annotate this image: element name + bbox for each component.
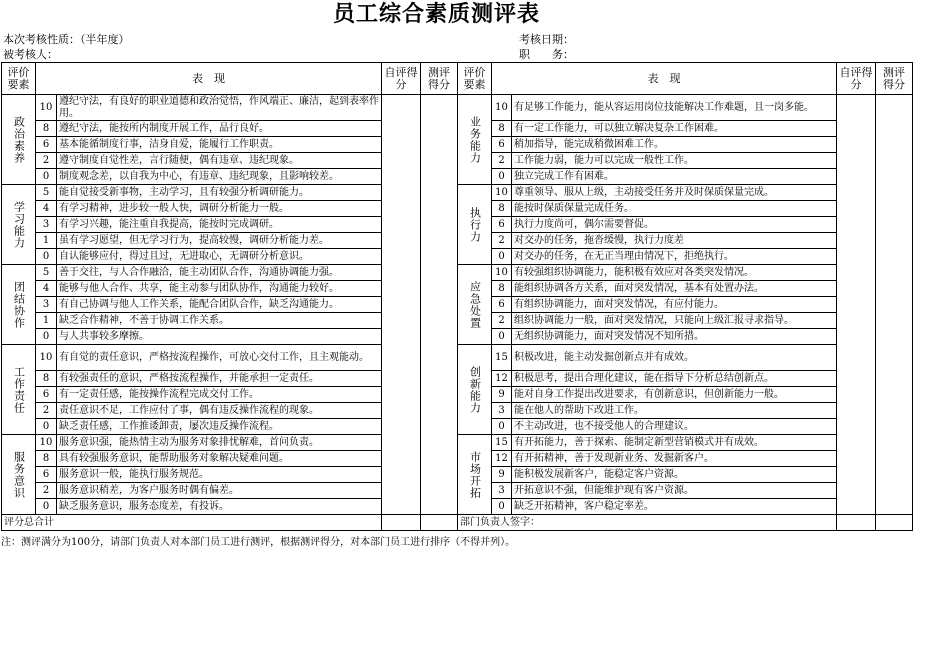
score-value-right: 9: [492, 387, 512, 403]
performance-desc-right: 能组织协调各方关系，面对突发情况，基本有处置办法。: [512, 281, 837, 297]
score-value-left: 0: [36, 329, 57, 345]
table-row: [2, 435, 913, 451]
score-value-left: 8: [36, 451, 57, 467]
col-self-score-left: 自评得分: [382, 63, 421, 95]
performance-desc-right: 能在他人的帮助下改进工作。: [512, 403, 837, 419]
performance-desc-left: 缺乏责任感，工作推诿卸责，屡次违反操作流程。: [57, 419, 382, 435]
col-category-right: 评价要素: [458, 63, 492, 95]
score-value-left: 10: [36, 435, 57, 451]
score-value-right: 10: [492, 95, 512, 121]
performance-desc-left: 有自觉的责任意识，严格按流程操作，可放心交付工作，且主观能动。: [57, 345, 382, 371]
category-cell-left: 团结协作: [2, 265, 36, 345]
score-value-right: 0: [492, 169, 512, 185]
score-value-left: 4: [36, 201, 57, 217]
signature-self-input[interactable]: [837, 515, 876, 531]
score-value-right: 3: [492, 483, 512, 499]
score-value-left: 8: [36, 371, 57, 387]
score-value-left: 5: [36, 185, 57, 201]
performance-desc-right: 稍加指导，能完成稍微困难工作。: [512, 137, 837, 153]
performance-desc-left: 有学习兴趣，能注重自我提高，能按时完成调研。: [57, 217, 382, 233]
score-value-right: 6: [492, 217, 512, 233]
table-header-row: [2, 63, 913, 95]
signature-test-input[interactable]: [876, 515, 913, 531]
performance-desc-right: 积极思考，提出合理化建议，能在指导下分析总结创新点。: [512, 371, 837, 387]
category-cell-right: 执行力: [458, 185, 492, 265]
score-value-right: 8: [492, 121, 512, 137]
performance-desc-left: 缺乏合作精神，不善于协调工作关系。: [57, 313, 382, 329]
performance-desc-left: 具有较强服务意识，能帮助服务对象解决疑难问题。: [57, 451, 382, 467]
table-row: [2, 265, 913, 281]
score-value-left: 3: [36, 217, 57, 233]
performance-desc-left: 与人共事较多摩擦。: [57, 329, 382, 345]
performance-desc-right: 对交办的任务，拖沓缓慢，执行力度差: [512, 233, 837, 249]
footnote: 注：测评满分为100分，请部门负责人对本部门员工进行测评，根据测评得分，对本部门员工进行排序（不得并列）。: [1, 537, 516, 548]
score-value-right: 0: [492, 499, 512, 515]
evaluation-date-label: 考核日期：: [519, 33, 574, 46]
score-value-left: 6: [36, 467, 57, 483]
category-cell-left: 服务意识: [2, 435, 36, 515]
score-value-right: 8: [492, 201, 512, 217]
col-performance-right: 表 现: [492, 63, 837, 95]
performance-desc-left: 制度观念差，以自我为中心，有违章、违纪现象，且影响较差。: [57, 169, 382, 185]
performance-desc-right: 有一定工作能力，可以独立解决复杂工作困难。: [512, 121, 837, 137]
score-value-right: 2: [492, 233, 512, 249]
performance-desc-left: 责任意识不足，工作应付了事，偶有违反操作流程的现象。: [57, 403, 382, 419]
performance-desc-left: 遵纪守法，能按所内制度开展工作，品行良好。: [57, 121, 382, 137]
total-score-label: 评分总合计: [2, 515, 382, 531]
score-value-right: 8: [492, 281, 512, 297]
performance-desc-left: 遵守制度自觉性差，言行随便，偶有违章、违纪现象。: [57, 153, 382, 169]
category-cell-right: 市场开拓: [458, 435, 492, 515]
score-value-left: 8: [36, 121, 57, 137]
performance-desc-right: 不主动改进，也不接受他人的合理建议。: [512, 419, 837, 435]
performance-desc-left: 缺乏服务意识，服务态度差，有投诉。: [57, 499, 382, 515]
performance-desc-left: 有一定责任感，能按操作流程完成交付工作。: [57, 387, 382, 403]
performance-desc-right: 尊重领导、服从上级，主动接受任务并及时保质保量完成。: [512, 185, 837, 201]
performance-desc-right: 执行力度尚可，偶尔需要督促。: [512, 217, 837, 233]
score-value-right: 3: [492, 403, 512, 419]
test-score-input-right[interactable]: [876, 95, 913, 515]
score-value-left: 2: [36, 403, 57, 419]
score-value-left: 4: [36, 281, 57, 297]
col-category-left: 评价要素: [2, 63, 36, 95]
score-value-left: 0: [36, 419, 57, 435]
score-value-right: 2: [492, 153, 512, 169]
performance-desc-right: 对交办的任务，在无正当理由情况下，拒绝执行。: [512, 249, 837, 265]
self-score-input-left[interactable]: [382, 95, 421, 515]
performance-desc-left: 有较强责任的意识，严格按流程操作，并能承担一定责任。: [57, 371, 382, 387]
performance-desc-right: 无组织协调能力，面对突发情况不知所措。: [512, 329, 837, 345]
score-value-right: 0: [492, 419, 512, 435]
table-row: [2, 95, 913, 121]
col-self-score-right: 自评得分: [837, 63, 876, 95]
score-value-left: 2: [36, 483, 57, 499]
category-cell-left: 学习能力: [2, 185, 36, 265]
score-value-right: 6: [492, 297, 512, 313]
performance-desc-right: 能对自身工作提出改进要求，有创新意识，但创新能力一般。: [512, 387, 837, 403]
score-value-left: 5: [36, 265, 57, 281]
performance-desc-right: 能积极发展新客户，能稳定客户资源。: [512, 467, 837, 483]
total-self-score-input[interactable]: [382, 515, 421, 531]
table-row: [2, 185, 913, 201]
position-label: 职 务：: [519, 48, 574, 61]
evaluation-table: [1, 62, 913, 531]
score-value-left: 6: [36, 137, 57, 153]
evaluation-type-label: 本次考核性质：（半年度）: [3, 33, 130, 46]
performance-desc-left: 能自觉接受新事物，主动学习，且有较强分析调研能力。: [57, 185, 382, 201]
performance-desc-left: 有自己协调与他人工作关系，能配合团队合作，缺乏沟通能力。: [57, 297, 382, 313]
category-cell-left: 政治素养: [2, 95, 36, 185]
performance-desc-right: 有开拓精神，善于发现新业务、发掘新客户。: [512, 451, 837, 467]
score-value-left: 0: [36, 169, 57, 185]
score-value-right: 2: [492, 313, 512, 329]
category-cell-right: 创新能力: [458, 345, 492, 435]
performance-desc-left: 遵纪守法，有良好的职业道德和政治觉悟，作风端正、廉洁，起到表率作用。: [57, 95, 382, 121]
performance-desc-right: 有足够工作能力，能从容运用岗位技能解决工作难题，且一岗多能。: [512, 95, 837, 121]
score-value-right: 6: [492, 137, 512, 153]
score-value-right: 0: [492, 249, 512, 265]
performance-desc-right: 开拓意识不强，但能维护现有客户资源。: [512, 483, 837, 499]
category-cell-left: 工作责任: [2, 345, 36, 435]
score-value-left: 6: [36, 387, 57, 403]
score-value-right: 10: [492, 265, 512, 281]
score-value-left: 0: [36, 499, 57, 515]
score-value-left: 10: [36, 345, 57, 371]
score-value-right: 9: [492, 467, 512, 483]
score-value-right: 15: [492, 435, 512, 451]
test-score-input-left[interactable]: [421, 95, 458, 515]
score-value-right: 12: [492, 451, 512, 467]
score-value-left: 10: [36, 95, 57, 121]
evaluated-person-label: 被考核人：: [3, 48, 58, 61]
performance-desc-left: 基本能循制度行事，洁身自爱，能履行工作职责。: [57, 137, 382, 153]
score-value-left: 2: [36, 153, 57, 169]
self-score-input-right[interactable]: [837, 95, 876, 515]
performance-desc-left: 服务意识稍差，为客户服务时偶有偏差。: [57, 483, 382, 499]
score-value-right: 0: [492, 329, 512, 345]
performance-desc-right: 工作能力弱，能力可以完成一般性工作。: [512, 153, 837, 169]
performance-desc-right: 有组织协调能力，面对突发情况，有应付能力。: [512, 297, 837, 313]
performance-desc-left: 虽有学习愿望，但无学习行为，提高较慢，调研分析能力差。: [57, 233, 382, 249]
performance-desc-left: 服务意识一般，能执行服务规范。: [57, 467, 382, 483]
score-value-left: 3: [36, 297, 57, 313]
footer-row: [2, 515, 913, 531]
performance-desc-right: 积极改进，能主动发掘创新点并有成效。: [512, 345, 837, 371]
col-performance-left: 表 现: [36, 63, 382, 95]
table-row: [2, 345, 913, 371]
total-test-score-input[interactable]: [421, 515, 458, 531]
performance-desc-right: 缺乏开拓精神，客户稳定率差。: [512, 499, 837, 515]
performance-desc-left: 服务意识强，能热情主动为服务对象排忧解难，首问负责。: [57, 435, 382, 451]
score-value-left: 1: [36, 233, 57, 249]
performance-desc-right: 有较强组织协调能力，能积极有效应对各类突发情况。: [512, 265, 837, 281]
performance-desc-left: 善于交往，与人合作融洽，能主动团队合作，沟通协调能力强。: [57, 265, 382, 281]
col-test-score-left: 测评得分: [421, 63, 458, 95]
col-test-score-right: 测评得分: [876, 63, 913, 95]
score-value-left: 1: [36, 313, 57, 329]
form-title: 员工综合素质测评表: [332, 1, 540, 27]
performance-desc-right: 独立完成工作有困难。: [512, 169, 837, 185]
signature-label: 部门负责人签字：: [458, 515, 837, 531]
performance-desc-left: 能够与他人合作、共享，能主动参与团队协作，沟通能力较好。: [57, 281, 382, 297]
score-value-right: 10: [492, 185, 512, 201]
performance-desc-right: 组织协调能力一般，面对突发情况，只能向上级汇报寻求指导。: [512, 313, 837, 329]
score-value-right: 12: [492, 371, 512, 387]
score-value-right: 15: [492, 345, 512, 371]
score-value-left: 0: [36, 249, 57, 265]
performance-desc-right: 能按时保质保量完成任务。: [512, 201, 837, 217]
performance-desc-left: 有学习精神，进步较一般人快，调研分析能力一般。: [57, 201, 382, 217]
performance-desc-right: 有开拓能力，善于探索、能制定新型营销模式并有成效。: [512, 435, 837, 451]
performance-desc-left: 自认能够应付，得过且过，无进取心，无调研分析意识。: [57, 249, 382, 265]
category-cell-right: 应急处置: [458, 265, 492, 345]
category-cell-right: 业务能力: [458, 95, 492, 185]
